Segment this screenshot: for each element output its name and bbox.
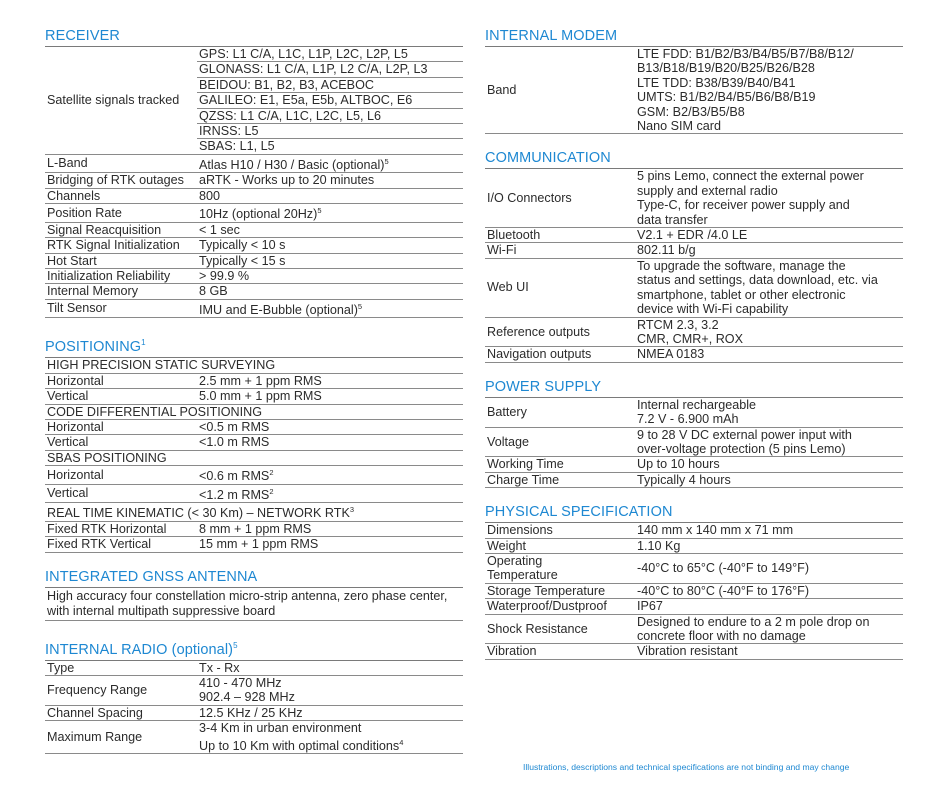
row-value bbox=[197, 675, 463, 705]
right-column bbox=[485, 28, 903, 676]
table-row bbox=[485, 169, 903, 227]
row-label: Vertical bbox=[45, 484, 197, 503]
row-label: I/O Connectors bbox=[485, 169, 635, 227]
row-label: Storage Temperature bbox=[485, 583, 635, 598]
row-value bbox=[635, 258, 903, 317]
value-line bbox=[637, 228, 903, 242]
value-text: B13/B18/B19/B20/B25/B26/B28 bbox=[637, 61, 815, 76]
receiver-table bbox=[45, 47, 463, 318]
value-text: 410 - 470 MHz bbox=[199, 675, 282, 690]
table-row bbox=[45, 721, 463, 754]
value-text: NMEA 0183 bbox=[637, 347, 705, 362]
section-title: POWER SUPPLY bbox=[485, 379, 903, 398]
value-line bbox=[199, 690, 463, 704]
value-text: concrete floor with no damage bbox=[637, 629, 806, 643]
table-row bbox=[45, 705, 463, 720]
table-row bbox=[485, 599, 903, 614]
value-text: aRTK - Works up to 20 minutes bbox=[199, 173, 375, 188]
value-line bbox=[637, 473, 903, 487]
value-line bbox=[637, 61, 903, 75]
row-value bbox=[635, 317, 903, 347]
value-text: supply and external radio bbox=[637, 183, 778, 198]
value-text: Typically < 15 s bbox=[199, 253, 286, 268]
row-label: Web UI bbox=[485, 258, 635, 317]
value-text: Typically < 10 s bbox=[199, 238, 286, 253]
row-label: Channels bbox=[45, 188, 197, 203]
row-label: Voltage bbox=[485, 427, 635, 457]
table-row bbox=[485, 47, 903, 134]
section-title: INTEGRATED GNSS ANTENNA bbox=[45, 569, 463, 588]
value-text: IP67 bbox=[637, 599, 663, 614]
signal-item: BEIDOU: B1, B2, B3, ACEBOC bbox=[197, 78, 463, 93]
left-column bbox=[45, 28, 463, 770]
value-text: <1.2 m RMS bbox=[199, 487, 270, 502]
value-line bbox=[637, 561, 903, 575]
row-value bbox=[635, 553, 903, 583]
row-value bbox=[635, 243, 903, 258]
communication-section bbox=[485, 150, 903, 362]
value-text: 12.5 KHz / 25 KHz bbox=[199, 705, 303, 720]
row-label bbox=[485, 553, 635, 583]
value-text: 8 mm + 1 ppm RMS bbox=[199, 521, 312, 536]
value-line bbox=[637, 213, 903, 227]
section-title: RECEIVER bbox=[45, 28, 463, 47]
value-line bbox=[637, 90, 903, 104]
row-value bbox=[197, 299, 463, 318]
table-row bbox=[45, 253, 463, 268]
row-label: Horizontal bbox=[45, 373, 197, 388]
value-text: Type-C, for receiver power supply and bbox=[637, 198, 850, 213]
value-line bbox=[637, 428, 903, 442]
row-value bbox=[197, 521, 463, 536]
group-header-row bbox=[45, 450, 463, 465]
value-line bbox=[637, 169, 903, 183]
value-text: 800 bbox=[199, 188, 221, 203]
row-label: L-Band bbox=[45, 154, 197, 173]
table-row bbox=[45, 284, 463, 299]
value-text: data transfer bbox=[637, 212, 708, 227]
table-row bbox=[45, 373, 463, 388]
label-line: Temperature bbox=[487, 568, 558, 583]
value-text: LTE FDD: B1/B2/B3/B4/B5/B7/B8/B12/ bbox=[637, 47, 854, 61]
value-text: <0.5 m RMS bbox=[199, 419, 270, 434]
positioning-table bbox=[45, 358, 463, 552]
footnote-ref: 2 bbox=[269, 486, 274, 496]
value-text: V2.1 + EDR /4.0 LE bbox=[637, 228, 748, 243]
footer-disclaimer: Illustrations, descriptions and technical specifications are not binding and may change bbox=[523, 762, 850, 772]
value-line bbox=[199, 676, 463, 690]
value-text: 9 to 28 V DC external power input with bbox=[637, 427, 852, 442]
value-text: device with Wi-Fi capability bbox=[637, 302, 789, 317]
row-value bbox=[197, 173, 463, 188]
table-row bbox=[485, 538, 903, 553]
value-line bbox=[637, 457, 903, 471]
section-title-text: POSITIONING bbox=[45, 339, 142, 356]
table-row bbox=[45, 47, 463, 154]
row-value bbox=[635, 398, 903, 427]
row-label: Initialization Reliability bbox=[45, 269, 197, 284]
table-row bbox=[485, 228, 903, 243]
section-title: COMMUNICATION bbox=[485, 150, 903, 169]
table-row bbox=[485, 398, 903, 427]
value-text: 902.4 – 928 MHz bbox=[199, 690, 295, 705]
value-line bbox=[637, 318, 903, 332]
row-label: Band bbox=[485, 47, 635, 134]
row-value bbox=[197, 419, 463, 434]
value-line bbox=[637, 288, 903, 302]
row-label: Hot Start bbox=[45, 253, 197, 268]
row-label: Horizontal bbox=[45, 466, 197, 485]
row-value bbox=[197, 721, 463, 754]
value-text: smartphone, tablet or other electronic bbox=[637, 287, 846, 302]
signal-item: GPS: L1 C/A, L1C, L1P, L2C, L2P, L5 bbox=[197, 47, 463, 62]
row-label: Reference outputs bbox=[485, 317, 635, 347]
table-row bbox=[45, 389, 463, 404]
row-label: Charge Time bbox=[485, 472, 635, 487]
value-text: To upgrade the software, manage the bbox=[637, 258, 846, 273]
value-text: Atlas H10 / H30 / Basic (optional) bbox=[199, 158, 385, 173]
value-line bbox=[637, 184, 903, 198]
table-row bbox=[485, 614, 903, 644]
physical-section bbox=[485, 504, 903, 660]
table-row bbox=[485, 472, 903, 487]
value-text: Up to 10 hours bbox=[637, 457, 720, 472]
value-line bbox=[199, 736, 463, 754]
value-text: -40°C to 65°C (-40°F to 149°F) bbox=[637, 561, 810, 576]
row-value bbox=[197, 154, 463, 173]
value-text: < 1 sec bbox=[199, 222, 240, 237]
row-label: Satellite signals tracked bbox=[45, 47, 197, 154]
row-value bbox=[635, 599, 903, 614]
value-line bbox=[637, 629, 903, 643]
value-line bbox=[637, 615, 903, 629]
footnote-ref: 2 bbox=[269, 468, 274, 478]
table-row bbox=[45, 484, 463, 503]
signals-list bbox=[197, 47, 463, 154]
value-text: 15 mm + 1 ppm RMS bbox=[199, 537, 319, 552]
group-header bbox=[45, 358, 463, 373]
positioning-section bbox=[45, 334, 463, 552]
row-label: Maximum Range bbox=[45, 721, 197, 754]
footnote-ref: 5 bbox=[357, 301, 363, 311]
footnote-ref: 5 bbox=[317, 206, 322, 216]
value-text: 8 GB bbox=[199, 284, 228, 299]
row-value bbox=[197, 253, 463, 268]
row-label: Horizontal bbox=[45, 419, 197, 434]
row-value bbox=[635, 228, 903, 243]
value-text: 140 mm x 140 mm x 71 mm bbox=[637, 523, 794, 538]
row-label: Fixed RTK Vertical bbox=[45, 537, 197, 552]
table-row bbox=[45, 222, 463, 237]
value-text: 7.2 V - 6.900 mAh bbox=[637, 412, 739, 427]
row-value bbox=[197, 435, 463, 450]
communication-table bbox=[485, 169, 903, 362]
table-row bbox=[45, 419, 463, 434]
row-value bbox=[635, 347, 903, 362]
value-line bbox=[637, 47, 903, 61]
footnote-ref: 4 bbox=[399, 737, 404, 747]
row-label: Bluetooth bbox=[485, 228, 635, 243]
value-line bbox=[637, 332, 903, 346]
group-header bbox=[45, 503, 463, 522]
table-row bbox=[485, 644, 903, 659]
table-row bbox=[485, 347, 903, 362]
table-row bbox=[45, 435, 463, 450]
power-table bbox=[485, 398, 903, 488]
table-row bbox=[45, 238, 463, 253]
table-row bbox=[45, 466, 463, 485]
value-text: Up to 10 Km with optimal conditions bbox=[199, 738, 400, 753]
physical-table bbox=[485, 523, 903, 660]
row-label: Vertical bbox=[45, 389, 197, 404]
row-label: Tilt Sensor bbox=[45, 299, 197, 318]
row-label: Shock Resistance bbox=[485, 614, 635, 644]
value-text: Vibration resistant bbox=[637, 644, 738, 659]
antenna-description: High accuracy four constellation micro-strip antenna, zero phase center, with internal multipath suppressive board bbox=[45, 588, 463, 621]
row-label: Signal Reacquisition bbox=[45, 222, 197, 237]
value-line bbox=[637, 539, 903, 553]
signal-item: QZSS: L1 C/A, L1C, L2C, L5, L6 bbox=[197, 109, 463, 124]
value-text: -40°C to 80°C (-40°F to 176°F) bbox=[637, 583, 810, 598]
modem-table bbox=[485, 47, 903, 134]
table-row bbox=[45, 269, 463, 284]
radio-table bbox=[45, 661, 463, 755]
table-row bbox=[45, 204, 463, 223]
table-row bbox=[45, 154, 463, 173]
value-text: CMR, CMR+, ROX bbox=[637, 331, 744, 346]
value-text: <0.6 m RMS bbox=[199, 469, 270, 484]
signal-item: GALILEO: E1, E5a, E5b, ALTBOC, E6 bbox=[197, 93, 463, 108]
value-text: LTE TDD: B38/B39/B40/B41 bbox=[637, 75, 796, 90]
value-line bbox=[637, 273, 903, 287]
section-title-text: INTERNAL RADIO (optional) bbox=[45, 641, 234, 658]
group-header bbox=[45, 450, 463, 465]
value-line bbox=[199, 721, 463, 735]
row-label: Internal Memory bbox=[45, 284, 197, 299]
footnote-ref: 5 bbox=[384, 156, 389, 166]
value-text: > 99.9 % bbox=[199, 269, 250, 284]
row-label: Type bbox=[45, 661, 197, 676]
section-title: INTERNAL MODEM bbox=[485, 28, 903, 47]
modem-section bbox=[485, 28, 903, 134]
row-value bbox=[197, 705, 463, 720]
table-row bbox=[485, 258, 903, 317]
row-label: Frequency Range bbox=[45, 675, 197, 705]
row-value bbox=[635, 644, 903, 659]
value-line bbox=[637, 243, 903, 257]
value-line bbox=[637, 523, 903, 537]
value-line bbox=[637, 105, 903, 119]
signal-item: GLONASS: L1 C/A, L1P, L2 C/A, L2P, L3 bbox=[197, 62, 463, 77]
table-row bbox=[485, 553, 903, 583]
value-line bbox=[637, 599, 903, 613]
value-line bbox=[637, 644, 903, 658]
power-section bbox=[485, 379, 903, 488]
row-label: Battery bbox=[485, 398, 635, 427]
value-text: over-voltage protection (5 pins Lemo) bbox=[637, 441, 846, 456]
row-value bbox=[197, 269, 463, 284]
value-text: Internal rechargeable bbox=[637, 397, 757, 412]
row-value bbox=[197, 373, 463, 388]
group-header-text: HIGH PRECISION STATIC SURVEYING bbox=[47, 358, 276, 373]
row-value bbox=[197, 238, 463, 253]
row-value bbox=[635, 457, 903, 472]
value-text: UMTS: B1/B2/B4/B5/B6/B8/B19 bbox=[637, 90, 816, 105]
table-row bbox=[485, 583, 903, 598]
value-text: 2.5 mm + 1 ppm RMS bbox=[199, 373, 322, 388]
table-row bbox=[485, 457, 903, 472]
value-text: Tx - Rx bbox=[199, 660, 240, 675]
group-header-row bbox=[45, 503, 463, 522]
value-line bbox=[637, 398, 903, 412]
value-text: 10Hz (optional 20Hz) bbox=[199, 207, 318, 222]
value-line bbox=[637, 412, 903, 426]
group-header bbox=[45, 404, 463, 419]
section-title bbox=[45, 637, 463, 661]
row-label: Weight bbox=[485, 538, 635, 553]
value-line bbox=[637, 76, 903, 90]
value-text: 5.0 mm + 1 ppm RMS bbox=[199, 389, 322, 404]
value-line bbox=[637, 119, 903, 133]
section-title: PHYSICAL SPECIFICATION bbox=[485, 504, 903, 523]
value-text: GSM: B2/B3/B5/B8 bbox=[637, 104, 745, 119]
row-value bbox=[197, 466, 463, 485]
footnote-ref: 3 bbox=[349, 505, 355, 515]
value-text: 802.11 b/g bbox=[637, 243, 696, 258]
row-value bbox=[197, 222, 463, 237]
value-line bbox=[637, 347, 903, 361]
value-text: Nano SIM card bbox=[637, 119, 721, 134]
table-row bbox=[45, 188, 463, 203]
value-line bbox=[199, 661, 463, 675]
value-line bbox=[637, 198, 903, 212]
row-label: RTK Signal Initialization bbox=[45, 238, 197, 253]
value-text: Designed to endure to a 2 m pole drop on bbox=[637, 614, 870, 629]
value-line bbox=[637, 302, 903, 316]
group-header-text: REAL TIME KINEMATIC (< 30 Km) – NETWORK RTK bbox=[47, 506, 350, 521]
table-row bbox=[45, 173, 463, 188]
row-value bbox=[635, 523, 903, 538]
row-label: Vibration bbox=[485, 644, 635, 659]
value-line bbox=[637, 259, 903, 273]
value-text: 1.10 Kg bbox=[637, 538, 681, 553]
value-line bbox=[637, 584, 903, 598]
group-header-row bbox=[45, 404, 463, 419]
row-label: Wi-Fi bbox=[485, 243, 635, 258]
row-value bbox=[635, 583, 903, 598]
table-row bbox=[45, 521, 463, 536]
radio-section bbox=[45, 637, 463, 754]
row-label: Fixed RTK Horizontal bbox=[45, 521, 197, 536]
receiver-section bbox=[45, 28, 463, 318]
row-value bbox=[197, 537, 463, 552]
group-header-text: CODE DIFFERENTIAL POSITIONING bbox=[47, 404, 263, 419]
value-line bbox=[637, 442, 903, 456]
table-row bbox=[485, 427, 903, 457]
row-label: Position Rate bbox=[45, 204, 197, 223]
row-label: Channel Spacing bbox=[45, 705, 197, 720]
footnote-ref: 1 bbox=[141, 338, 146, 348]
group-header-row bbox=[45, 358, 463, 373]
row-value bbox=[197, 188, 463, 203]
row-label: Navigation outputs bbox=[485, 347, 635, 362]
table-row bbox=[485, 243, 903, 258]
row-value bbox=[635, 427, 903, 457]
row-value bbox=[635, 614, 903, 644]
row-label: Waterproof/Dustproof bbox=[485, 599, 635, 614]
table-row bbox=[45, 661, 463, 676]
table-row bbox=[45, 299, 463, 318]
value-line bbox=[199, 706, 463, 720]
row-value bbox=[197, 661, 463, 676]
row-value bbox=[197, 284, 463, 299]
table-row bbox=[485, 317, 903, 347]
row-label: Dimensions bbox=[485, 523, 635, 538]
row-value bbox=[197, 204, 463, 223]
value-text: 3-4 Km in urban environment bbox=[199, 721, 362, 736]
row-value bbox=[635, 538, 903, 553]
row-value bbox=[635, 47, 903, 134]
antenna-section bbox=[45, 569, 463, 621]
row-value bbox=[635, 472, 903, 487]
row-label: Bridging of RTK outages bbox=[45, 173, 197, 188]
row-label: Working Time bbox=[485, 457, 635, 472]
row-value bbox=[197, 484, 463, 503]
value-text: RTCM 2.3, 3.2 bbox=[637, 317, 719, 332]
value-text: Typically 4 hours bbox=[637, 472, 731, 487]
table-row bbox=[485, 523, 903, 538]
group-header-text: SBAS POSITIONING bbox=[47, 450, 167, 465]
section-title bbox=[45, 334, 463, 358]
value-text: IMU and E-Bubble (optional) bbox=[199, 303, 358, 318]
value-text: status and settings, data download, etc. via bbox=[637, 273, 878, 288]
value-text: 5 pins Lemo, connect the external power bbox=[637, 169, 864, 184]
row-value bbox=[197, 389, 463, 404]
value-text: <1.0 m RMS bbox=[199, 435, 270, 450]
table-row bbox=[45, 537, 463, 552]
signal-item: SBAS: L1, L5 bbox=[199, 139, 275, 154]
row-value bbox=[635, 169, 903, 227]
label-line: Operating bbox=[487, 553, 543, 568]
table-row bbox=[45, 675, 463, 705]
row-label: Vertical bbox=[45, 435, 197, 450]
footnote-ref: 5 bbox=[233, 640, 238, 650]
signal-item: IRNSS: L5 bbox=[197, 124, 463, 139]
